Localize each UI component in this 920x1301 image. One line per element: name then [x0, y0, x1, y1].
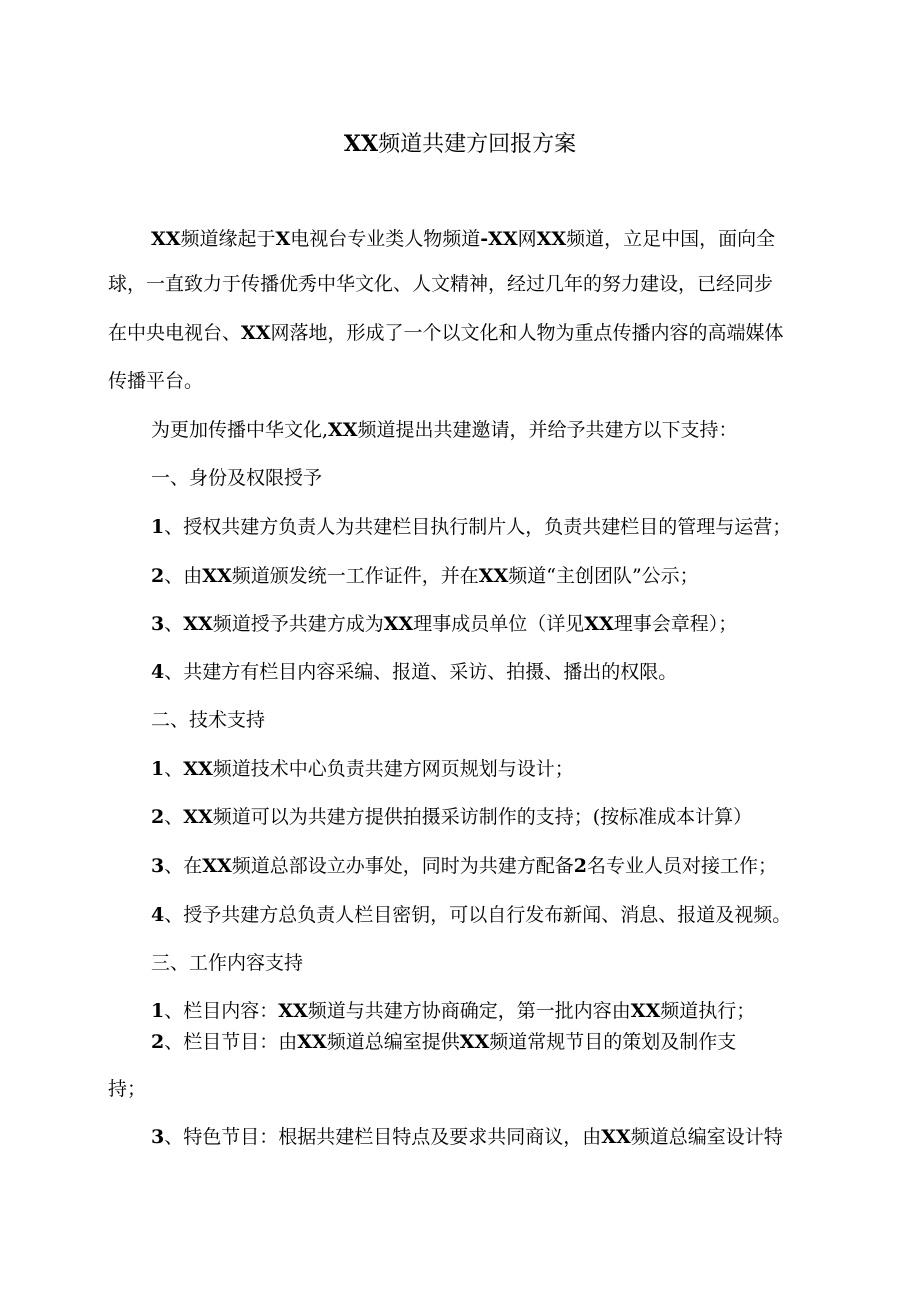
section-1-item-4: 4、共建方有栏目内容采编、报道、采访、拍摄、播出的权限。: [151, 661, 678, 683]
section-1-item-1: 1、授权共建方负责人为共建栏目执行制片人，负责共建栏目的管理与运营；: [151, 516, 792, 538]
section-3-heading: 三、工作内容支持: [151, 952, 304, 974]
intro-line-1: XX频道缘起于X电视台专业类人物频道-XX网XX频道，立足中国，面向全: [151, 228, 776, 250]
document-title: XX频道共建方回报方案: [343, 131, 577, 157]
intro-line-2: 球，一直致力于传播优秀中华文化、人文精神，经过几年的努力建设，已经同步: [108, 273, 774, 295]
section-3-item-2: 2、栏目节目：由XX频道总编室提供XX频道常规节目的策划及制作支: [151, 1031, 737, 1053]
section-3-item-2-continued: 持；: [108, 1078, 147, 1100]
section-1-item-2: 2、由XX频道颁发统一工作证件，并在XX频道“主创团队”公示；: [151, 565, 699, 587]
section-2-heading: 二、技术支持: [151, 709, 266, 731]
section-3-item-3: 3、特色节目：根据共建栏目特点及要求共同商议，由XX频道总编室设计特: [151, 1126, 783, 1148]
section-2-item-3: 3、在XX频道总部设立办事处，同时为共建方配备2名专业人员对接工作；: [151, 855, 777, 877]
section-1-heading: 一、身份及权限授予: [151, 467, 323, 489]
section-2-item-1: 1、XX频道技术中心负责共建方网页规划与设计；: [151, 758, 574, 780]
intro-line-3: 在中央电视台、XX网落地，形成了一个以文化和人物为重点传播内容的高端媒体: [108, 322, 784, 344]
section-2-item-2: 2、XX频道可以为共建方提供拍摄采访制作的支持；(按标准成本计算）: [151, 806, 753, 828]
section-3-item-1: 1、栏目内容：XX频道与共建方协商确定，第一批内容由XX频道执行；: [151, 1000, 756, 1022]
section-1-item-3: 3、XX频道授予共建方成为XX理事成员单位（详见XX理事会章程）；: [151, 613, 738, 635]
section-2-item-4: 4、授予共建方总负责人栏目密钥，可以自行发布新闻、消息、报道及视频。: [151, 904, 792, 926]
invitation-line: 为更加传播中华文化,XX频道提出共建邀请，并给予共建方以下支持：: [151, 419, 738, 441]
intro-line-4: 传播平台。: [108, 370, 204, 392]
